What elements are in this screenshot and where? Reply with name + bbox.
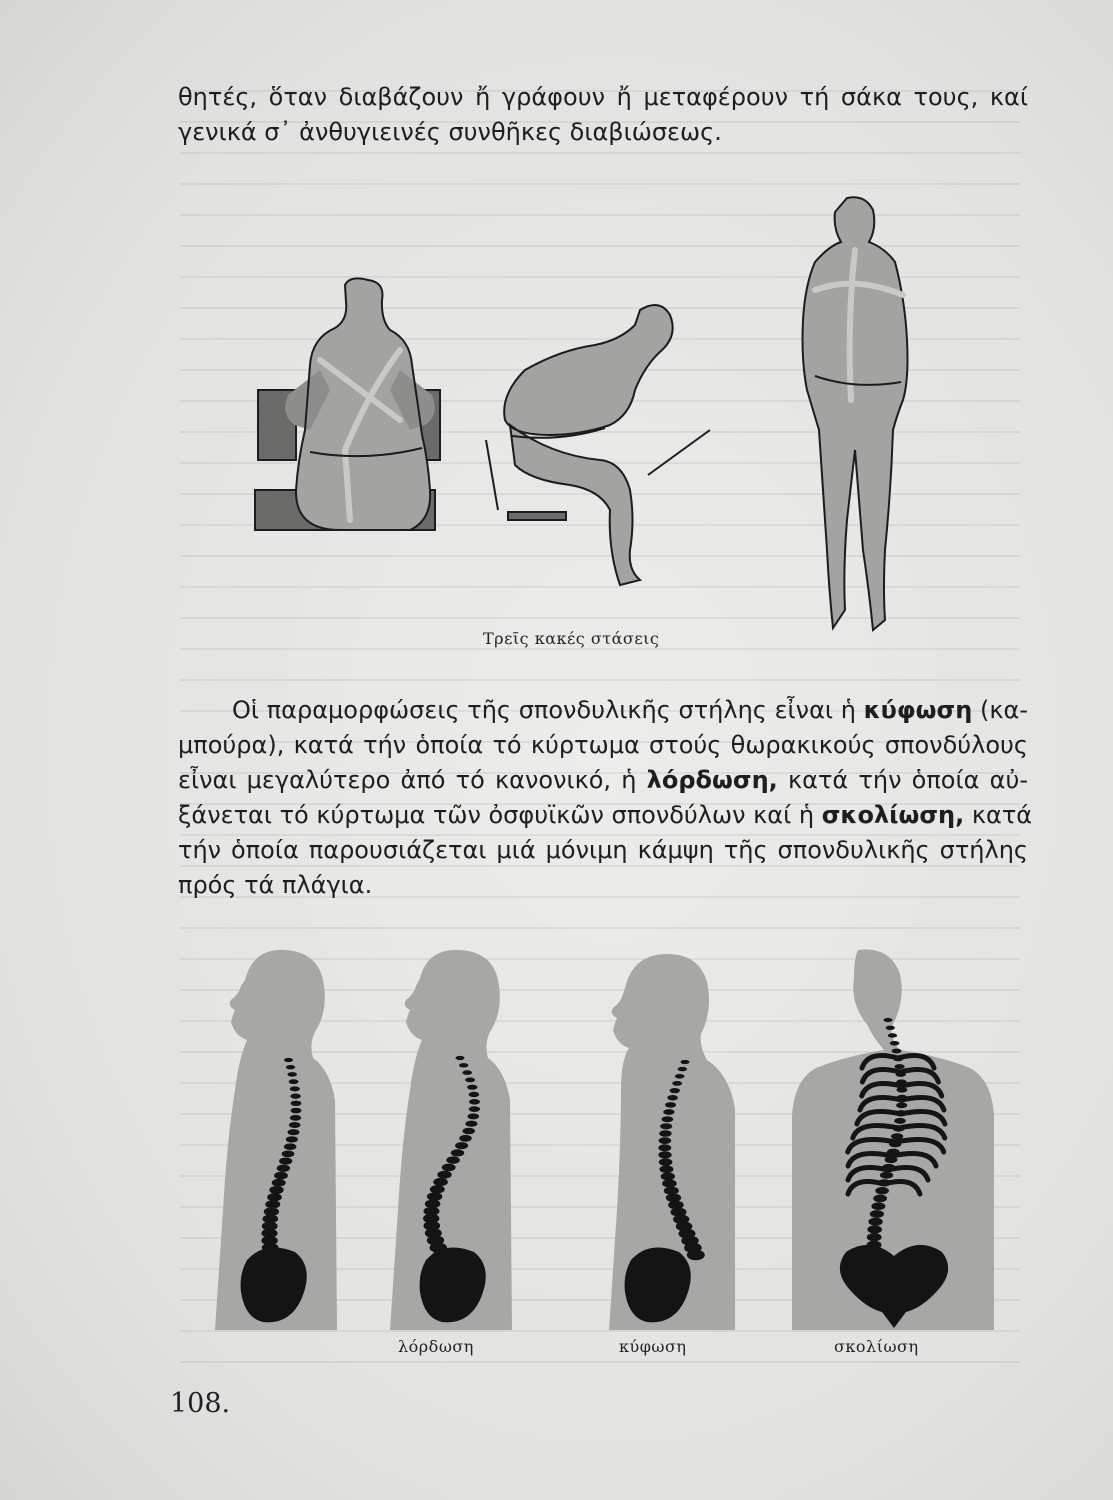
posture-figure-desk xyxy=(255,278,440,530)
vertebra xyxy=(672,1081,682,1086)
vertebra xyxy=(465,1121,477,1127)
caption-scoliosis: σκολίωση xyxy=(834,1337,919,1356)
vertebra xyxy=(661,1172,675,1180)
vertebra xyxy=(687,1250,705,1261)
vertebra xyxy=(288,1129,300,1135)
vertebra xyxy=(286,1065,295,1069)
vertebra xyxy=(289,1122,301,1128)
posture-figure-standing xyxy=(785,190,925,650)
vertebra xyxy=(467,1085,477,1090)
vertebra xyxy=(896,1079,907,1084)
vertebra xyxy=(681,1060,690,1064)
vertebra xyxy=(469,1099,480,1105)
vertebra xyxy=(459,1063,468,1067)
vertebra xyxy=(875,1187,889,1194)
vertebra xyxy=(868,1218,882,1226)
seated-legs xyxy=(510,425,640,585)
spine-kyphosis xyxy=(609,954,735,1330)
line-4-text-c: κατά xyxy=(964,801,1033,829)
line-1-text-a: Οἱ παραμορφώσεις τῆς σπονδυλικῆς στήλης εἶναι ἡ xyxy=(232,696,864,724)
vertebra xyxy=(442,1164,456,1172)
vertebra xyxy=(889,1141,901,1148)
vertebra xyxy=(286,1136,298,1142)
vertebra xyxy=(663,1109,674,1115)
line-1-text-c: (κα- xyxy=(972,696,1028,724)
page-number: 108. xyxy=(170,1388,231,1419)
vertebra xyxy=(884,1018,893,1022)
vertebra xyxy=(459,1135,472,1142)
spine-lordosis xyxy=(390,950,512,1330)
vertebra xyxy=(670,1088,680,1093)
vertebra xyxy=(290,1094,300,1099)
vertebra xyxy=(291,1108,302,1114)
vertebra xyxy=(658,1144,671,1151)
vertebra xyxy=(455,1142,468,1149)
vertebra xyxy=(659,1137,672,1144)
vertebra xyxy=(451,1149,464,1156)
vertebra xyxy=(430,1185,445,1193)
vertebra xyxy=(888,1033,897,1037)
vertebra xyxy=(658,1151,671,1158)
vertebra xyxy=(660,1123,672,1129)
vertebra xyxy=(290,1086,300,1091)
chair-back-line xyxy=(486,440,498,510)
spine-scoliosis xyxy=(792,950,994,1331)
term-kyphosis: κύφωση xyxy=(863,696,973,724)
vertebra xyxy=(469,1106,480,1112)
seated-torso xyxy=(504,305,672,435)
vertebra xyxy=(437,1171,451,1179)
bad-postures-figure xyxy=(250,190,750,630)
vertebra xyxy=(662,1179,677,1187)
vertebra xyxy=(265,1200,280,1208)
vertebra xyxy=(896,1072,906,1077)
vertebra xyxy=(667,1095,678,1100)
spine-normal xyxy=(215,950,337,1330)
vertebra xyxy=(427,1192,442,1201)
vertebra xyxy=(893,1126,905,1132)
vertebra xyxy=(890,1041,900,1046)
vertebra xyxy=(289,1079,299,1084)
vertebra xyxy=(678,1067,687,1071)
main-paragraph-line-2: μπούρα), κατά τήν ὁποία τό κύρτωμα στούς θωρακικούς σπονδύλους xyxy=(178,731,1028,759)
vertebra xyxy=(870,1210,884,1218)
vertebra xyxy=(666,1194,681,1203)
vertebra xyxy=(892,1049,902,1054)
vertebra xyxy=(284,1058,293,1062)
vertebra xyxy=(882,1164,895,1171)
vertebra xyxy=(290,1115,301,1121)
vertebra xyxy=(277,1165,290,1172)
term-scoliosis: σκολίωση, xyxy=(821,801,965,829)
vertebra xyxy=(463,1128,475,1135)
main-paragraph-line-1 xyxy=(178,693,1028,728)
main-paragraph-line-4 xyxy=(178,798,1033,833)
caption-kyphosis: κύφωση xyxy=(619,1337,687,1356)
vertebra xyxy=(269,1186,283,1194)
main-paragraph-line-6: πρός τά πλάγια. xyxy=(178,871,373,899)
vertebra xyxy=(880,1172,893,1179)
vertebra xyxy=(891,1133,903,1139)
vertebra xyxy=(267,1193,282,1201)
vertebra xyxy=(456,1056,465,1060)
vertebra xyxy=(867,1225,882,1233)
vertebra xyxy=(896,1102,907,1108)
vertebra xyxy=(659,1130,671,1137)
vertebra xyxy=(291,1101,302,1106)
line-3-text-a: εἶναι μεγαλύτερο ἀπό τό κανονικό, ἡ xyxy=(178,766,647,794)
vertebra xyxy=(885,1156,898,1163)
posture-figure-seated xyxy=(486,305,710,585)
vertebra xyxy=(469,1092,480,1097)
vertebra xyxy=(433,1178,448,1186)
vertebra xyxy=(873,1195,887,1203)
vertebra xyxy=(897,1095,908,1101)
vertebra xyxy=(886,1026,895,1030)
main-paragraph xyxy=(178,693,1033,903)
vertebra xyxy=(446,1156,460,1163)
vertebra xyxy=(878,1179,891,1186)
top-paragraph-line-2: γενικά σ᾽ ἀνθυγιεινές συνθῆκες διαβιώσεως. xyxy=(178,118,722,146)
vertebra xyxy=(664,1187,679,1195)
stool xyxy=(508,512,566,520)
vertebra xyxy=(274,1172,288,1180)
vertebra xyxy=(272,1179,286,1187)
spine-deformities-figure xyxy=(205,940,1005,1330)
top-paragraph xyxy=(178,80,1028,150)
vertebra xyxy=(675,1074,685,1079)
main-paragraph-line-3 xyxy=(178,763,1028,798)
vertebra xyxy=(867,1233,882,1241)
line-3-text-c: κατά τήν ὁποία αὐ- xyxy=(777,766,1028,794)
main-paragraph-line-5: τήν ὁποία παρουσιάζεται μιά μόνιμη κάμψη τῆς σπονδυλικῆς στήλης xyxy=(178,836,1028,864)
vertebra xyxy=(465,1078,475,1083)
vertebra xyxy=(287,1072,297,1077)
vertebra xyxy=(462,1070,472,1075)
vertebra xyxy=(665,1102,676,1108)
vertebra xyxy=(282,1151,295,1158)
vertebra xyxy=(893,1056,903,1061)
postures-caption: Τρεῖς κακές στάσεις xyxy=(483,629,660,648)
vertebra xyxy=(284,1143,297,1150)
top-paragraph-line-1: θητές, ὅταν διαβάζουν ἤ γράφουν ἤ μεταφέρουν τή σάκα τους, καί xyxy=(178,83,1028,111)
vertebra xyxy=(894,1118,906,1124)
vertebra xyxy=(279,1158,292,1165)
ruler-line xyxy=(648,430,710,475)
vertebra xyxy=(887,1149,900,1156)
term-lordosis: λόρδωση, xyxy=(646,766,778,794)
vertebra xyxy=(895,1064,905,1069)
caption-lordosis: λόρδωση xyxy=(398,1337,474,1356)
vertebra xyxy=(660,1165,674,1173)
vertebra xyxy=(662,1116,674,1122)
vertebra xyxy=(871,1202,885,1210)
vertebra xyxy=(659,1158,673,1165)
vertebra xyxy=(895,1110,906,1116)
vertebra xyxy=(897,1087,908,1093)
vertebra xyxy=(468,1113,480,1119)
line-4-text-a: ξάνεται τό κύρτωμα τῶν ὀσφυϊκῶν σπονδύλων καί ἡ xyxy=(178,801,822,829)
